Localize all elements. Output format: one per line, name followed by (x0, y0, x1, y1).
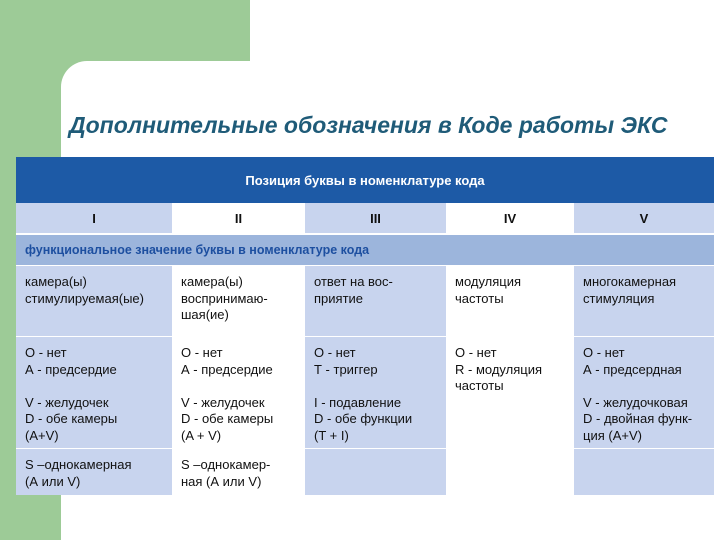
slide-title: Дополнительные обозначения в Коде работы ЭКС (69, 112, 668, 138)
table-header-row (16, 157, 714, 203)
table-cell: камера(ы) стимулируемая(ые) (16, 266, 172, 337)
position-row (16, 203, 714, 234)
table-cell: S –однокамер- ная (А или V) (172, 449, 305, 496)
code-table-container (16, 157, 714, 523)
table-subheader: функциональное значение буквы в номенклатуре кода (16, 234, 714, 266)
table-cell: ответ на вос- приятие (305, 266, 446, 337)
table-cell (305, 449, 446, 496)
position-1: I (16, 203, 172, 234)
table-row (16, 449, 714, 496)
table-cell (574, 449, 714, 496)
table-cell: модуляция частоты (446, 266, 574, 337)
table-header: Позиция буквы в номенклатуре кода (16, 157, 714, 203)
table-cell: многокамерная стимуляция (574, 266, 714, 337)
table-row (16, 266, 714, 337)
code-table (16, 157, 714, 495)
table-cell (446, 449, 574, 496)
position-2: II (172, 203, 305, 234)
table-cell: О - нет R - модуляция частоты (446, 337, 574, 449)
position-5: V (574, 203, 714, 234)
position-3: III (305, 203, 446, 234)
table-cell: камера(ы) воспринимаю- шая(ие) (172, 266, 305, 337)
position-4: IV (446, 203, 574, 234)
table-cell: О - нет А - предсердие V - желудочек D - обе камеры (A+V) (16, 337, 172, 449)
subheader-row (16, 234, 714, 266)
table-cell: О - нет Т - триггер I - подавление D - обе функции (T + I) (305, 337, 446, 449)
table-row (16, 337, 714, 449)
table-cell: О - нет А - предсердная V - желудочковая D - двойная функ- ция (A+V) (574, 337, 714, 449)
table-cell: S –однокамерная (А или V) (16, 449, 172, 496)
table-cell: О - нет А - предсердие V - желудочек D - обе камеры (A + V) (172, 337, 305, 449)
